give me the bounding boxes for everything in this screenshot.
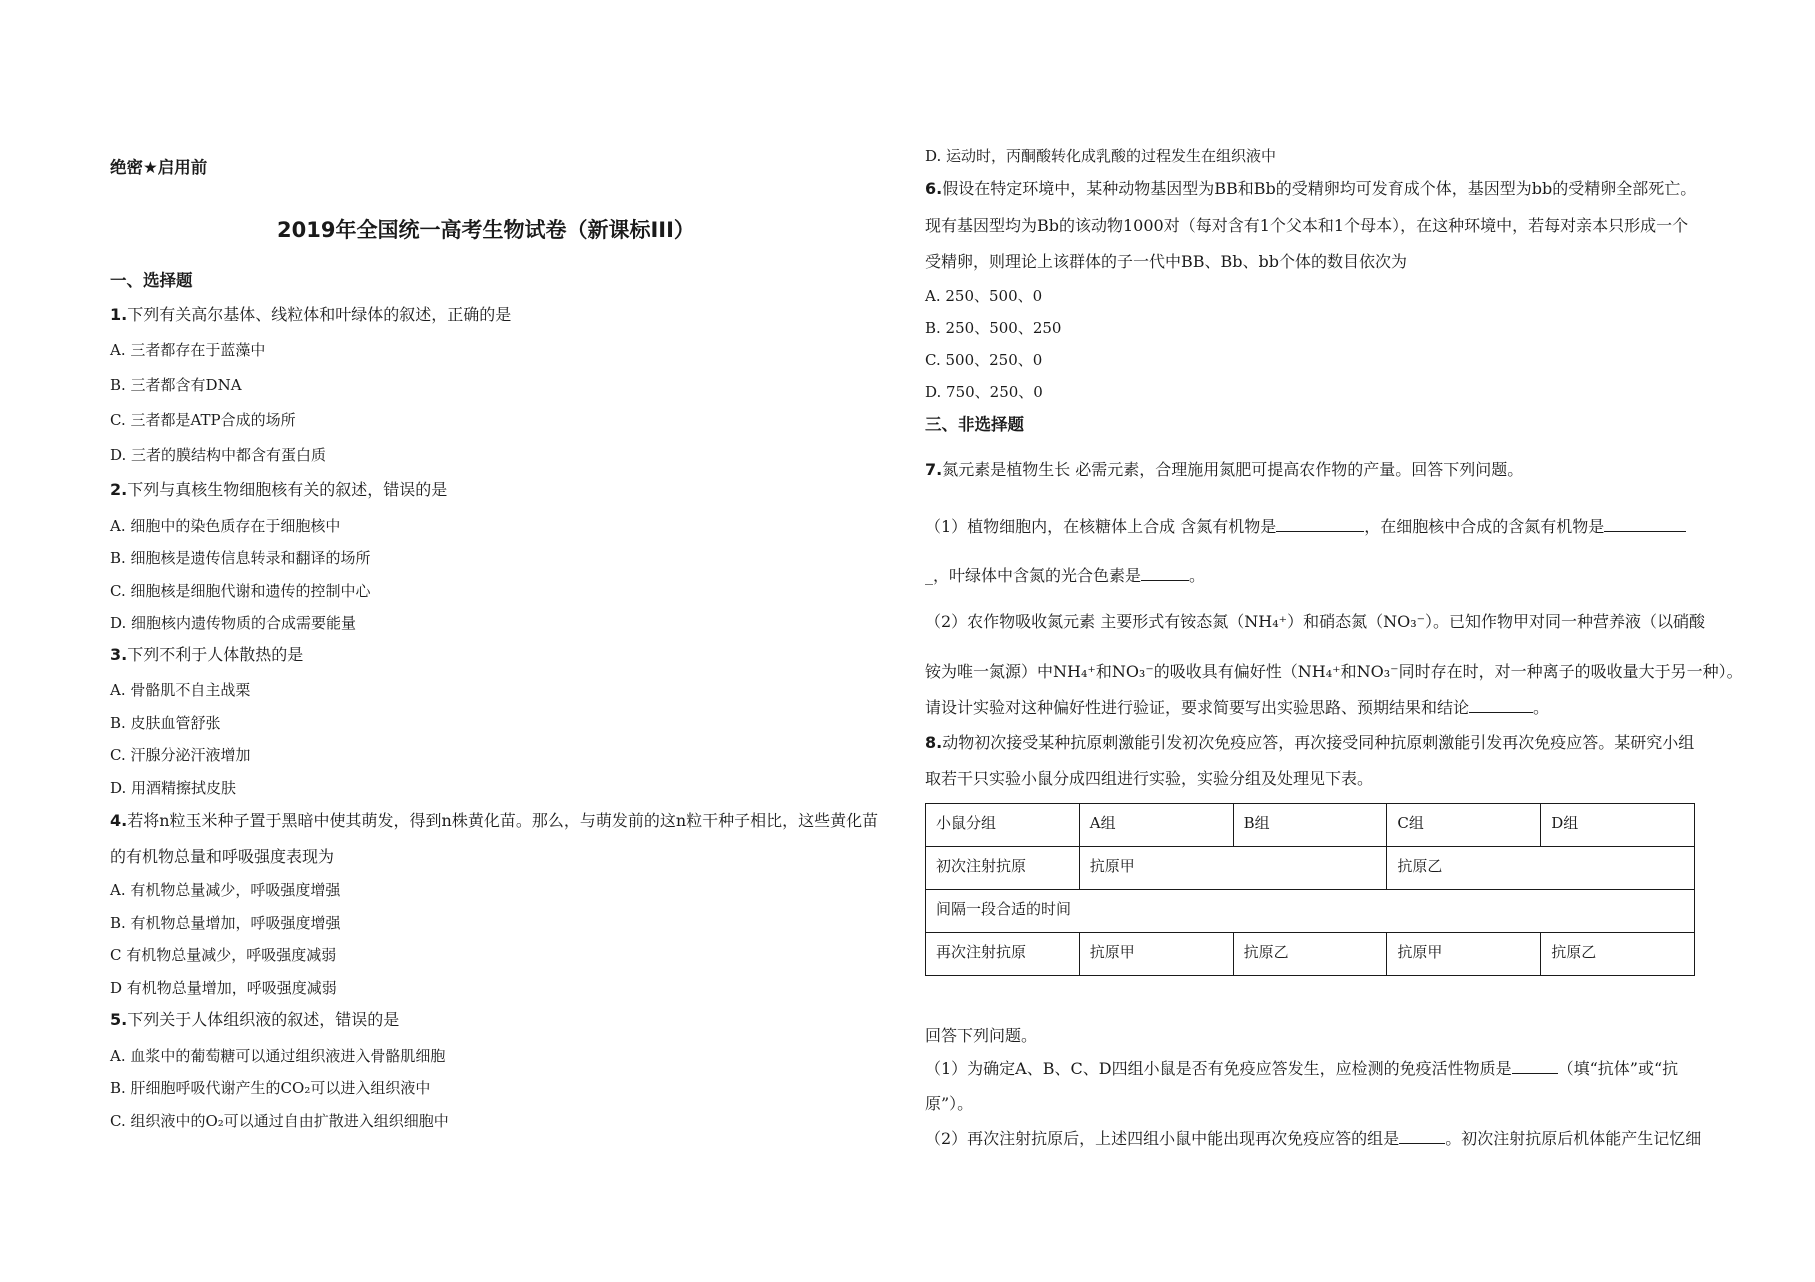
table-cell: C组 [1387, 804, 1541, 847]
q5-text: 下列关于人体组织液的叙述，错误的是 [127, 1010, 400, 1029]
table-cell: 初次注射抗原 [926, 847, 1080, 890]
q4-option-a: A. 有机物总量减少，呼吸强度增强 [110, 881, 341, 899]
table-cell: 间隔一段合适的时间 [926, 890, 1695, 933]
q7-p2-text-c: 请设计实验对这种偏好性进行验证，要求简要写出实验思路、预期结果和结论 [925, 698, 1470, 717]
q2-text: 下列与真核生物细胞核有关的叙述，错误的是 [127, 480, 448, 499]
table-row-second-injection [926, 933, 1695, 976]
section-choice: 一、选择题 [110, 271, 193, 290]
q7-blank-2[interactable] [1604, 517, 1686, 532]
q6-stem-line2: 现有基因型均为Bb的该动物1000对（每对含有1个父本和1个母本），在这种环境中，若每对亲本只形成一个 [925, 216, 1689, 235]
q7-part1-line1 [925, 517, 1686, 537]
q3-option-a: A. 骨骼肌不自主战栗 [110, 681, 251, 699]
q4-stem-line2: 的有机物总量和呼吸强度表现为 [110, 847, 335, 866]
q7-text: 氮元素是植物生长 必需元素，合理施用氮肥可提高农作物的产量。回答下列问题。 [942, 460, 1524, 479]
q4-option-b: B. 有机物总量增加，呼吸强度增强 [110, 914, 341, 932]
table-cell: 再次注射抗原 [926, 933, 1080, 976]
q7-p1-text-d: 。 [1189, 566, 1206, 585]
q3-option-c: C. 汗腺分泌汗液增加 [110, 746, 251, 764]
q6-stem-line1 [925, 179, 1696, 199]
q8-text-1: 动物初次接受某种抗原刺激能引发初次免疫应答，再次接受同种抗原刺激能引发再次免疫应答。某研究小组 [942, 733, 1695, 752]
q8-part1-line2: 原”）。 [925, 1094, 974, 1113]
table-row-groups [926, 804, 1695, 847]
q7-stem [925, 460, 1523, 480]
q7-number: 7. [925, 460, 943, 479]
q8-p2-text-a: （2）再次注射抗原后，上述四组小鼠中能出现再次免疫应答的组是 [925, 1129, 1400, 1148]
q7-part2-line1: （2）农作物吸收氮元素 主要形式有铵态氮（NH₄⁺）和硝态氮（NO₃⁻）。已知作物甲对同一种营养液（以硝酸 [925, 612, 1706, 631]
q4-option-c: C 有机物总量减少，呼吸强度减弱 [110, 946, 337, 964]
q1-option-a: A. 三者都存在于蓝藻中 [110, 341, 266, 359]
q8-blank-1[interactable] [1512, 1059, 1558, 1074]
q3-option-b: B. 皮肤血管舒张 [110, 714, 221, 732]
q6-option-a: A. 250、500、0 [925, 287, 1043, 305]
q1-text: 下列有关高尔基体、线粒体和叶绿体的叙述，正确的是 [127, 305, 512, 324]
q4-option-d: D 有机物总量增加，呼吸强度减弱 [110, 979, 337, 997]
q2-stem [110, 480, 447, 500]
q6-number: 6. [925, 179, 943, 198]
q8-p1-text-a: （1）为确定A、B、C、D四组小鼠是否有免疫应答发生，应检测的免疫活性物质是 [925, 1059, 1512, 1078]
q7-p1-text-b: ，在细胞核中合成的含氮有机物是 [1364, 517, 1605, 536]
q8-stem-line2: 取若干只实验小鼠分成四组进行实验，实验分组及处理见下表。 [925, 769, 1374, 788]
table-cell: B组 [1233, 804, 1387, 847]
q1-option-c: C. 三者都是ATP合成的场所 [110, 411, 296, 429]
secret-label: 绝密★启用前 [110, 158, 208, 177]
q6-option-b: B. 250、500、250 [925, 319, 1062, 337]
exam-title: 2019年全国统一高考生物试卷（新课标III） [277, 218, 695, 242]
q5-option-c: C. 组织液中的O₂可以通过自由扩散进入组织细胞中 [110, 1112, 449, 1130]
table-cell: 抗原甲 [1079, 933, 1233, 976]
q1-number: 1. [110, 305, 128, 324]
q7-part1-line2 [925, 566, 1205, 586]
q7-part2-line2: 铵为唯一氮源）中NH₄⁺和NO₃⁻的吸收具有偏好性（NH₄⁺和NO₃⁻同时存在时，对一种离子的吸收量大于另一种）。 [925, 662, 1743, 681]
section-nonchoice: 三、非选择题 [925, 415, 1024, 434]
q7-blank-1[interactable] [1276, 517, 1364, 532]
q7-blank-4[interactable] [1469, 698, 1533, 713]
q8-blank-2[interactable] [1399, 1129, 1445, 1144]
q8-p2-text-b: 。初次注射抗原后机体能产生记忆细 [1445, 1129, 1702, 1148]
q8-number: 8. [925, 733, 943, 752]
q6-option-c: C. 500、250、0 [925, 351, 1043, 369]
q5-option-b: B. 肝细胞呼吸代谢产生的CO₂可以进入组织液中 [110, 1079, 431, 1097]
q2-option-d: D. 细胞核内遗传物质的合成需要能量 [110, 614, 357, 632]
table-cell: 抗原乙 [1387, 847, 1695, 890]
q4-number: 4. [110, 811, 128, 830]
q3-text: 下列不利于人体散热的是 [127, 645, 304, 664]
table-cell: 抗原乙 [1541, 933, 1695, 976]
q8-stem-line1 [925, 733, 1694, 753]
table-cell: 抗原乙 [1233, 933, 1387, 976]
q4-text-1: 若将n粒玉米种子置于黑暗中使其萌发，得到n株黄化苗。那么，与萌发前的这n粒干种子相比，这些黄化苗 [127, 811, 879, 830]
table-cell: 抗原甲 [1387, 933, 1541, 976]
q6-option-d: D. 750、250、0 [925, 383, 1043, 401]
q5-option-a: A. 血浆中的葡萄糖可以通过组织液进入骨骼肌细胞 [110, 1047, 446, 1065]
q6-stem-line3: 受精卵，则理论上该群体的子一代中BB、Bb、bb个体的数目依次为 [925, 252, 1408, 271]
table-cell: D组 [1541, 804, 1695, 847]
q8-p1-text-b: （填“抗体”或“抗 [1557, 1059, 1679, 1078]
q2-option-b: B. 细胞核是遗传信息转录和翻译的场所 [110, 549, 371, 567]
experiment-table [925, 803, 1695, 976]
q8-answer-intro: 回答下列问题。 [925, 1026, 1038, 1045]
table-row-interval [926, 890, 1695, 933]
q5-option-d: D. 运动时，丙酮酸转化成乳酸的过程发生在组织液中 [925, 147, 1277, 165]
q2-number: 2. [110, 480, 128, 499]
q8-part2-line1 [925, 1129, 1701, 1149]
q2-option-c: C. 细胞核是细胞代谢和遗传的控制中心 [110, 582, 371, 600]
table-row-first-injection [926, 847, 1695, 890]
q7-p1-text-a: （1）植物细胞内，在核糖体上合成 含氮有机物是 [925, 517, 1277, 536]
q2-option-a: A. 细胞中的染色质存在于细胞核中 [110, 517, 341, 535]
q8-part1-line1 [925, 1059, 1678, 1079]
q1-option-d: D. 三者的膜结构中都含有蛋白质 [110, 446, 327, 464]
q7-p1-text-c: _，叶绿体中含氮的光合色素是 [925, 566, 1142, 585]
q4-stem-line1 [110, 811, 878, 831]
table-cell: A组 [1079, 804, 1233, 847]
q5-stem [110, 1010, 399, 1030]
table-cell: 小鼠分组 [926, 804, 1080, 847]
q3-stem [110, 645, 303, 665]
q7-p2-text-d: 。 [1533, 698, 1550, 717]
q7-blank-3[interactable] [1141, 566, 1189, 581]
q3-number: 3. [110, 645, 128, 664]
q1-stem [110, 305, 511, 325]
q1-option-b: B. 三者都含有DNA [110, 376, 242, 394]
table-cell: 抗原甲 [1079, 847, 1387, 890]
q5-number: 5. [110, 1010, 128, 1029]
q6-text-1: 假设在特定环境中，某种动物基因型为BB和Bb的受精卵均可发育成个体，基因型为bb的受精卵全部死亡。 [942, 179, 1697, 198]
q3-option-d: D. 用酒精擦拭皮肤 [110, 779, 237, 797]
q7-part2-line3 [925, 698, 1549, 718]
